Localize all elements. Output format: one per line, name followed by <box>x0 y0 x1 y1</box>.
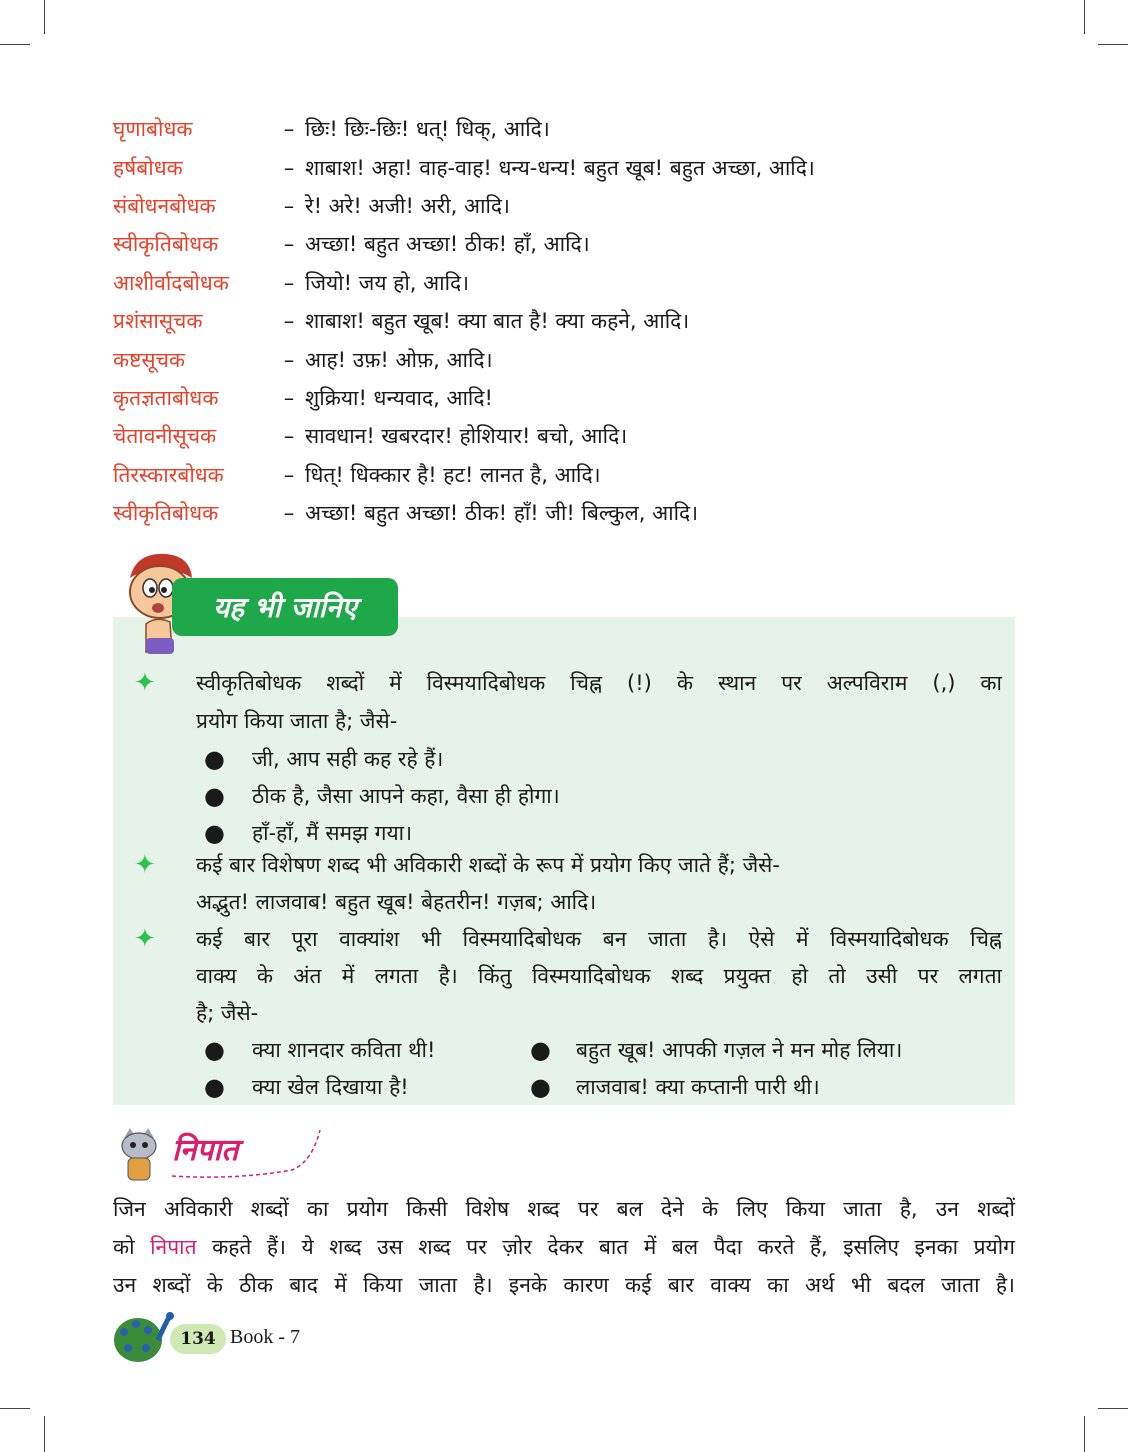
interjection-row <box>113 110 1033 148</box>
crop-mark <box>1098 44 1128 45</box>
crop-mark <box>1084 1416 1085 1452</box>
para-text: को <box>113 1235 135 1259</box>
example-item: बहुत खूब! आपकी गज़ल ने मन मोह लिया। <box>576 1038 903 1062</box>
dash: – <box>283 155 295 180</box>
interjection-examples: अच्छा! बहुत अच्छा! ठीक! हाँ, आदि। <box>305 232 590 257</box>
point1-line1: स्वीकृतिबोधक शब्दों में विस्मयादिबोधक चिह्न (!) के स्थान पर अल्पविराम (,) का <box>196 671 1002 695</box>
point3-line1: कई बार पूरा वाक्यांश भी विस्मयादिबोधक बन जाता है। ऐसे में विस्मयादिबोधक चिह्न <box>196 927 1002 951</box>
example-item: हाँ-हाँ, मैं समझ गया। <box>252 821 413 845</box>
dot-bullet-icon: ● <box>530 1036 551 1064</box>
page-number: 134 <box>170 1324 226 1354</box>
interjection-term: प्रशंसासूचक <box>113 309 203 334</box>
info-box-title: यह भी जानिए <box>172 578 398 636</box>
crop-mark <box>0 1408 30 1409</box>
interjection-term: हर्षबोधक <box>113 155 183 180</box>
dash: – <box>283 347 295 372</box>
interjection-row <box>113 302 1033 340</box>
interjection-term: स्वीकृतिबोधक <box>113 501 219 526</box>
crop-mark <box>44 1416 45 1452</box>
interjection-row <box>113 379 1033 417</box>
dash: – <box>283 385 295 410</box>
point2-line2: अद्भुत! लाजवाब! बहुत खूब! बेहतरीन! गज़ब; आदि। <box>196 890 597 914</box>
example-item: क्या खेल दिखाया है! <box>252 1075 409 1099</box>
dot-bullet-icon: ● <box>530 1073 551 1101</box>
nipat-para-line2 <box>113 1228 1015 1266</box>
dash: – <box>283 193 295 218</box>
example-item: क्या शानदार कविता थी! <box>252 1038 436 1062</box>
dash: – <box>283 462 295 487</box>
interjection-term: कष्टसूचक <box>113 347 186 372</box>
dot-bullet-icon: ● <box>204 745 225 773</box>
dot-bullet-icon: ● <box>204 1036 225 1064</box>
dash: – <box>283 232 295 257</box>
star-bullet-icon: ✦ <box>134 668 156 698</box>
point3-line3: है; जैसे- <box>196 1001 259 1025</box>
interjection-examples: धित्! धिक्कार है! हट! लानत है, आदि। <box>305 462 601 487</box>
interjection-examples: शाबाश! अहा! वाह-वाह! धन्य-धन्य! बहुत खूब! बहुत अच्छा, आदि। <box>305 155 815 180</box>
crop-mark <box>1084 0 1085 34</box>
interjection-row <box>113 225 1033 263</box>
interjection-examples: जियो! जय हो, आदि। <box>305 270 470 295</box>
dot-bullet-icon: ● <box>204 819 225 847</box>
interjection-examples: आह! उफ़! ओफ़, आदि। <box>305 347 493 372</box>
example-item: ठीक है, जैसा आपने कहा, वैसा ही होगा। <box>252 784 560 808</box>
para-text: कहते हैं। ये शब्द उस शब्द पर ज़ोर देकर बात में बल पैदा करते हैं, इसलिए इनका प्रयोग <box>212 1235 1015 1259</box>
interjection-examples: शाबाश! बहुत खूब! क्या बात है! क्या कहने, आदि। <box>305 309 690 334</box>
point1-line2: प्रयोग किया जाता है; जैसे- <box>196 709 398 733</box>
crop-mark <box>44 0 45 34</box>
dash: – <box>283 309 295 334</box>
interjection-term: संबोधनबोधक <box>113 193 216 218</box>
dash: – <box>283 424 295 449</box>
interjection-row <box>113 264 1033 302</box>
dash: – <box>283 117 295 142</box>
interjection-examples: सावधान! खबरदार! होशियार! बचो, आदि। <box>305 424 628 449</box>
interjection-term: कृतज्ञताबोधक <box>113 385 219 410</box>
point2-line1: कई बार विशेषण शब्द भी अविकारी शब्दों के रूप में प्रयोग किए जाते हैं; जैसे- <box>196 853 780 877</box>
interjection-row <box>113 187 1033 225</box>
dash: – <box>283 501 295 526</box>
dash: – <box>283 270 295 295</box>
interjection-examples: रे! अरे! अजी! अरी, आदि। <box>305 193 511 218</box>
dot-bullet-icon: ● <box>204 1073 225 1101</box>
nipat-para-line3: उन शब्दों के ठीक बाद में किया जाता है। इनके कारण कई बार वाक्य का अर्थ भी बदल जाता है। <box>113 1273 1015 1297</box>
dot-bullet-icon: ● <box>204 782 225 810</box>
interjection-row <box>113 417 1033 455</box>
section-title: निपात <box>172 1133 239 1168</box>
interjection-row <box>113 456 1033 494</box>
crop-mark <box>0 44 30 45</box>
interjection-term: तिरस्कारबोधक <box>113 462 224 487</box>
point3-line2: वाक्य के अंत में लगता है। किंतु विस्मयादिबोधक शब्द प्रयुक्त हो तो उसी पर लगता <box>196 964 1002 988</box>
crop-mark <box>1098 1408 1128 1409</box>
interjection-examples: छिः! छिः-छिः! धत्! धिक्, आदि। <box>305 117 550 142</box>
example-item: जी, आप सही कह रहे हैं। <box>252 747 444 771</box>
interjection-row <box>113 340 1033 378</box>
star-bullet-icon: ✦ <box>134 924 156 954</box>
highlighted-term: निपात <box>150 1235 197 1259</box>
interjection-term: स्वीकृतिबोधक <box>113 232 219 257</box>
interjection-examples: शुक्रिया! धन्यवाद, आदि! <box>305 385 493 410</box>
star-bullet-icon: ✦ <box>134 850 156 880</box>
interjection-term: चेतावनीसूचक <box>113 424 217 449</box>
interjection-row <box>113 494 1033 532</box>
interjection-term: घृणाबोधक <box>113 117 193 142</box>
interjection-list <box>113 110 1033 532</box>
example-item: लाजवाब! क्या कप्तानी पारी थी। <box>576 1075 820 1099</box>
book-label: Book - 7 <box>230 1326 300 1348</box>
interjection-examples: अच्छा! बहुत अच्छा! ठीक! हाँ! जी! बिल्कुल, आदि। <box>305 501 699 526</box>
nipat-para-line1: जिन अविकारी शब्दों का प्रयोग किसी विशेष शब्द पर बल देने के लिए किया जाता है, उन शब्दों <box>113 1197 1015 1221</box>
interjection-term: आशीर्वादबोधक <box>113 270 229 295</box>
interjection-row <box>113 148 1033 186</box>
